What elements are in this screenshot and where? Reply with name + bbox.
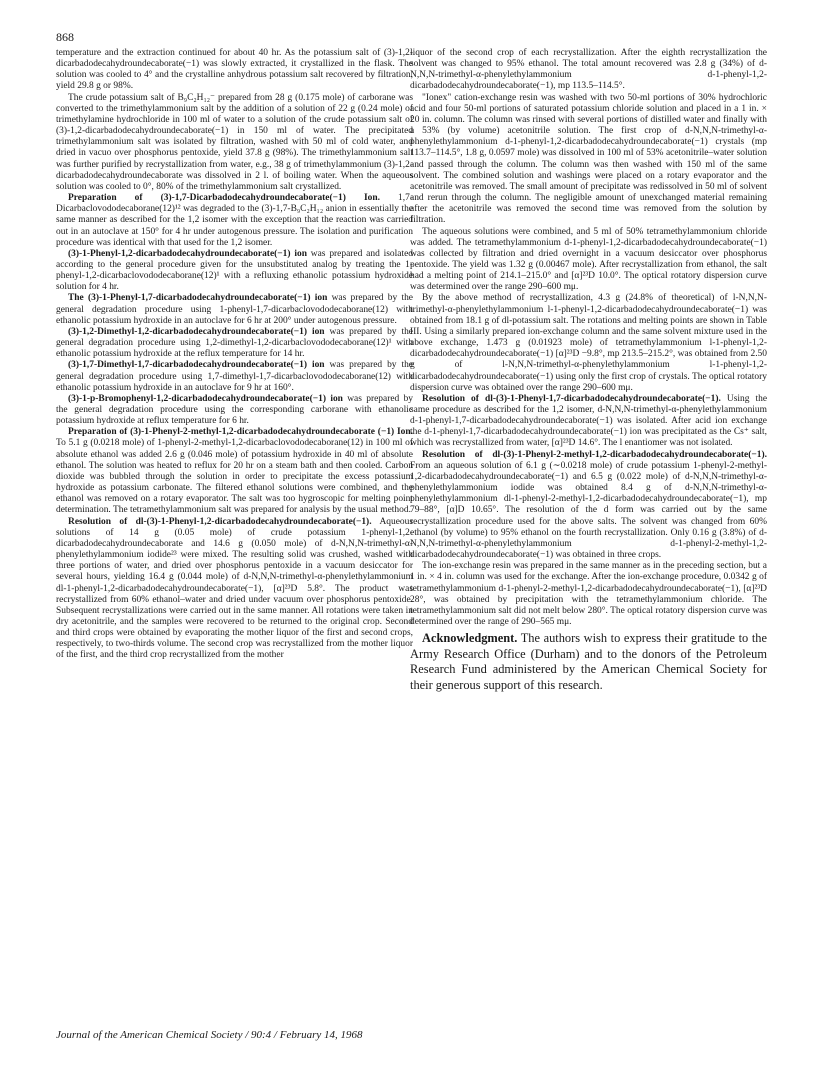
paragraph: By the above method of recrystallization, 4.3 g (24.8% of theoretical) of l-N,N,N-trimethyl-α-phenylethylammonium l-1-phenyl-1,2-dicarbadodecahydroundecaborate(−1) was obtained from 18.1 g of dl-potassium salt. The rotations and melting points are shown in Table III. Using a similarly prepared ion-exchange column and the same solvent mixture used in the above exchange, 1.473 g (0.01923 mole) of tetramethylammonium l-1-phenyl-1,2-dicarbadodecahydroundecaborate(−1) [α]²³D −9.8°, mp 213.5–215.2°, was obtained from 2.50 g of l-N,N,N-trimethyl-α-phenylethylammonium l-1-phenyl-1,2-dicarbadodecahydroundecaborate(−1) using only the first crop of crystals. The optical rotatory dispersion curve was obtained over the range 290–600 mμ. xyxy=(410,293,767,393)
paragraph-body: was prepared by the general degradation procedure using 1,7-dimethyl-1,7-dicarbaclovododecaborane(12) with ethanolic potassium hydroxide in an autoclave for 9 hr at 160°. xyxy=(56,360,413,393)
paragraph: The aqueous solutions were combined, and 5 ml of 50% tetramethylammonium chloride was added. The tetramethylammonium d-1-phenyl-1,2-dicarbadodecahydroundecaborate(−1) was collected by filtration and dried overnight in a vacuum desiccator over phosphorus pentoxide. The yield was 1.32 g (0.00467 mole). After recrystallization from ethanol, the salt had a melting point of 214.1–215.0° and [α]²³D 10.0°. The optical rotatory dispersion curve was determined over the range 290–600 mμ. xyxy=(410,226,767,293)
left-column xyxy=(56,48,413,662)
paragraph-body: Aqueous solutions of 14 g (0.05 mole) of crude potassium 1-phenyl-1,2-dicarbadodecahydroundecaborate and 14.6 g (0.050 mole) of d-N,N,N-trimethyl-α-phenylethylammonium iodide²³ were mixed. The resulting solid was crushed, washed with three portions of water, and dried over phosphorus pentoxide in a vacuum desiccator for several hours, yielding 16.4 g (0.044 mole) of d-N,N,N-trimethyl-α-phenylethylammonium dl-1-phenyl-1,2-dicarbadodecahydroundecaborate(−1), [α]²³D 5.8°. The product was recrystallized from 60% ethanol–water and dried under vacuum over phosphorus pentoxide. Subsequent recrystallizations were carried out in the same manner. All rotations were taken in dry acetonitrile, and the samples were recovered to be returned to the original crop. Second and third crops were obtained by evaporating the mother liquor of the first and second crops, respectively, to two-thirds volume. The second crop was recrystallized from the mother liquor of the first, and the third crop recrystallized from the mother xyxy=(56,516,413,661)
paragraph: temperature and the extraction continued for about 40 hr. As the potassium salt of (3)-1,2-dicarbadodecahydroundecaborate(−1) was slowly extracted, it crystallized in the flask. The solution was cooled to 4° and the crystalline anhydrous potassium salt recovered by filtration, yield 29.8 g or 98%. xyxy=(56,48,413,92)
paragraph xyxy=(56,360,413,393)
paragraph xyxy=(410,450,767,562)
paragraph-heading: Resolution of dl-(3)-1-Phenyl-2-methyl-1,2-dicarbadodecahydroundecaborate(−1). xyxy=(422,449,767,460)
paragraph-body: From an aqueous solution of 6.1 g (∼0.0218 mole) of crude potassium 1-phenyl-2-methyl-1,2-dicarbadodecahydroundecaborate(−1) and 6.5 g (0.022 mole) of d-N,N,N-trimethyl-α-phenylethylammonium iodide was obtained 8.4 g of d-N,N,N-trimethyl-α-phenylethylammonium dl-1-phenyl-2-methyl-1,2-dicarbadodecahydroundecaborate(−1), mp 79–88°, [α]D 10.65°. The resolution of the d form was carried out by the same recrystallization procedure used for the above salts. The solvent was changed from 60% ethanol (by volume) to 95% ethanol on the fourth recrystallization. Only 0.16 g (3.8%) of d-N,N,N-trimethyl-α-phenylethylammonium d-1-phenyl-2-methyl-1,2-dicarbadodecahydroundecaborate(−1) was obtained in three crops. xyxy=(410,460,767,561)
paragraph-body: was prepared by the general degradation procedure using 1-phenyl-1,7-dicarbaclovododecaborane(12) with ethanolic potassium hydroxide in an autoclave for 6 hr at 200° under autogenous pressure. xyxy=(56,293,413,326)
paragraph-heading: (3)-1,7-Dimethyl-1,7-dicarbadodecahydroundecaborate(−1) ion xyxy=(68,360,325,371)
paragraph-body: was prepared by the general degradation procedure using the corresponding carborane with ethanolic potassium hydroxide at reflux temperature for 6 hr. xyxy=(56,393,414,427)
acknowledgment-body: The authors wish to express their gratitude to the Army Research Office (Durham) and to the donors of the Petroleum Research Fund administered by the American Chemical Society for their generous support of this research. xyxy=(410,631,767,692)
paragraph xyxy=(56,293,413,326)
paragraph-heading: Preparation of (3)-1-Phenyl-2-methyl-1,2-dicarbadodecahydroundecaborate (−1) Ion. xyxy=(68,427,413,438)
acknowledgment-heading: Acknowledgment. xyxy=(422,631,518,646)
paragraph-heading: The (3)-1-Phenyl-1,7-dicarbadodecahydroundecaborate(−1) ion xyxy=(68,293,328,304)
paragraph xyxy=(56,517,413,662)
paragraph-heading: Resolution of dl-(3)-1-Phenyl-1,7-dicarbadodecahydroundecaborate(−1). xyxy=(422,393,721,404)
journal-footer: Journal of the American Chemical Society / 90:4 / February 14, 1968 xyxy=(56,1029,363,1041)
paragraph xyxy=(56,427,413,516)
page-number: 868 xyxy=(56,30,74,44)
paragraph-heading: Preparation of (3)-1,7-Dicarbadodecahydroundecaborate(−1) Ion. xyxy=(68,193,380,204)
paragraph xyxy=(410,394,767,450)
paragraph-heading: (3)-1-p-Bromophenyl-1,2-dicarbadodecahydroundecaborate(−1) ion xyxy=(68,393,343,404)
paragraph-body: 1,7-Dicarbaclovododecaborane(12)¹² was degraded to the (3)-1,7-B₉C₂H₁₂ anion in essentially the same manner as described for the 1,2 isomer with the exception that the reaction was carried out in an autoclave at 150° for 4 hr under autogenous pressure. The isolation and purification procedure was identical with that used for the 1,2 isomer. xyxy=(56,193,413,248)
paragraph-heading: Resolution of dl-(3)-1-Phenyl-1,2-dicarbadodecahydroundecaborate(−1). xyxy=(68,516,372,527)
right-column xyxy=(410,48,767,694)
paragraph-body: To 5.1 g (0.0218 mole) of 1-phenyl-2-methyl-1,2-dicarbaclovododecaborane(12) in 100 ml of absolute ethanol was added 2.6 g (0.046 mole) of potassium hydroxide in 40 ml of absolute ethanol. The solution was heated to reflux for 20 hr on a steam bath and then cooled. Carbon dioxide was bubbled through the solution in order to precipitate the excess potassium hydroxide as potassium carbonate. The filtered ethanol solutions were combined, and the ethanol was removed on a rotary evaporator. The salt was too hygroscopic for melting point determination. The tetramethylammonium salt was prepared for analysis by the usual method. xyxy=(56,438,413,516)
paragraph-heading: (3)-1,2-Dimethyl-1,2-dicarbadodecahydroundecaborate(−1) ion xyxy=(68,326,325,337)
paragraph: "Ionex" cation-exchange resin was washed with two 50-ml portions of 30% hydrochloric acid and four 50-ml portions of saturated potassium chloride solution and placed in a 1 in. × 20 in. column. The column was rinsed with several portions of distilled water and finally with a 53% (by volume) acetonitrile solution. The first crop of d-N,N,N-trimethyl-α-phenylethylammonium d-1-phenyl-1,2-dicarbadodecahydroundecaborate(−1) crystals (mp 113.7–114.5°, 1.8 g, 0.0597 mole) was dissolved in 100 ml of 53% acetonitrile–water solution and passed through the column. The column was then washed with 150 ml of the same solvent. The combined solution and washings were placed on a rotary evaporator and the acetonitrile was removed. The small amount of precipitate was redissolved in 50 ml of solvent and rerun through the column. The negligible amount of unexchanged material remaining after the acetonitrile was removed the second time was removed from the solution by filtration. xyxy=(410,92,767,226)
paragraph-body: was prepared and isolated according to the general procedure given for the unsubstituted analog by treating the 1-phenyl-1,2-dicarbaclovododecaborane(12)¹ with a refluxing ethanolic potassium hydroxide solution for 4 hr. xyxy=(56,248,413,293)
paragraph xyxy=(56,327,413,360)
paragraph xyxy=(56,249,413,294)
paragraph: The crude potassium salt of B₉C₂H₁₂⁻ prepared from 28 g (0.175 mole) of carborane was converted to the trimethylammonium salt by the addition of a solution of 22 g (0.24 mole) of trimethylamine hydrochloride in 100 ml of water to a solution of the crude potassium salt of (3)-1,2-dicarbadodecahydroundecaborate(−1) in 150 ml of water. The precipitated trimethylammonium salt was isolated by filtration, washed with 50 ml of cold water, and dried in vacuo over phosphorus pentoxide, yield 37.8 g (98%). The trimethylammonium salt was further purified by recrystallization from water, e.g., 38 g of trimethylammonium (3)-1,2-dicarbadodecahydroundecaborate was dissolved in 2 l. of boiling water. When the aqueous solution was cooled to 0°, 80% of the trimethylammonium salt crystallized. xyxy=(56,92,413,192)
paragraph-body: was prepared by the general degradation procedure using 1,2-dimethyl-1,2-dicarbaclovododecaborane(12)¹ with ethanolic potassium hydroxide at the reflux temperature for 14 hr. xyxy=(56,326,413,360)
paragraph xyxy=(56,193,413,249)
paragraph: The ion-exchange resin was prepared in the same manner as in the preceding section, but a 1 in. × 4 in. column was used for the exchange. After the ion-exchange procedure, 0.0342 g of tetramethylammonium d-1-phenyl-2-methyl-1,2-dicarbadodecahydroundecaborate(−1), [α]²³D 28°, was obtained by precipitation with the tetramethylammonium chloride. The tetramethylammonium salt did not melt below 280°. The optical rotatory dispersion curve was determined over the range of 290–565 mμ. xyxy=(410,561,767,627)
paragraph-heading: (3)-1-Phenyl-1,2-dicarbadodecahydroundecaborate(−1) ion xyxy=(68,248,307,259)
paragraph xyxy=(56,394,413,427)
paragraph: liquor of the second crop of each recrystallization. After the eighth recrystallization the solvent was changed to 95% ethanol. The total amount recovered was 2.8 g (34%) of d-N,N,N-trimethyl-α-phenylethylammonium d-1-phenyl-1,2-dicarbadodecahydroundecaborate(−1), mp 113.5–114.5°. xyxy=(410,48,767,92)
acknowledgment xyxy=(410,631,767,693)
paragraph-body: Using the same procedure as described for the 1,2 isomer, d-N,N,N-trimethyl-α-phenylethylammonium d-1-phenyl-1,7-dicarbadodecahydroundecaborate(−1) was isolated. After acid ion exchange the d-1-phenyl-1,7-dicarbadodecahydroundecaborate(−1) ion was precipitated as the Cs⁺ salt, which was recrystallized from water, [α]²³D 14.6°. The l enantiomer was not isolated. xyxy=(410,393,768,449)
